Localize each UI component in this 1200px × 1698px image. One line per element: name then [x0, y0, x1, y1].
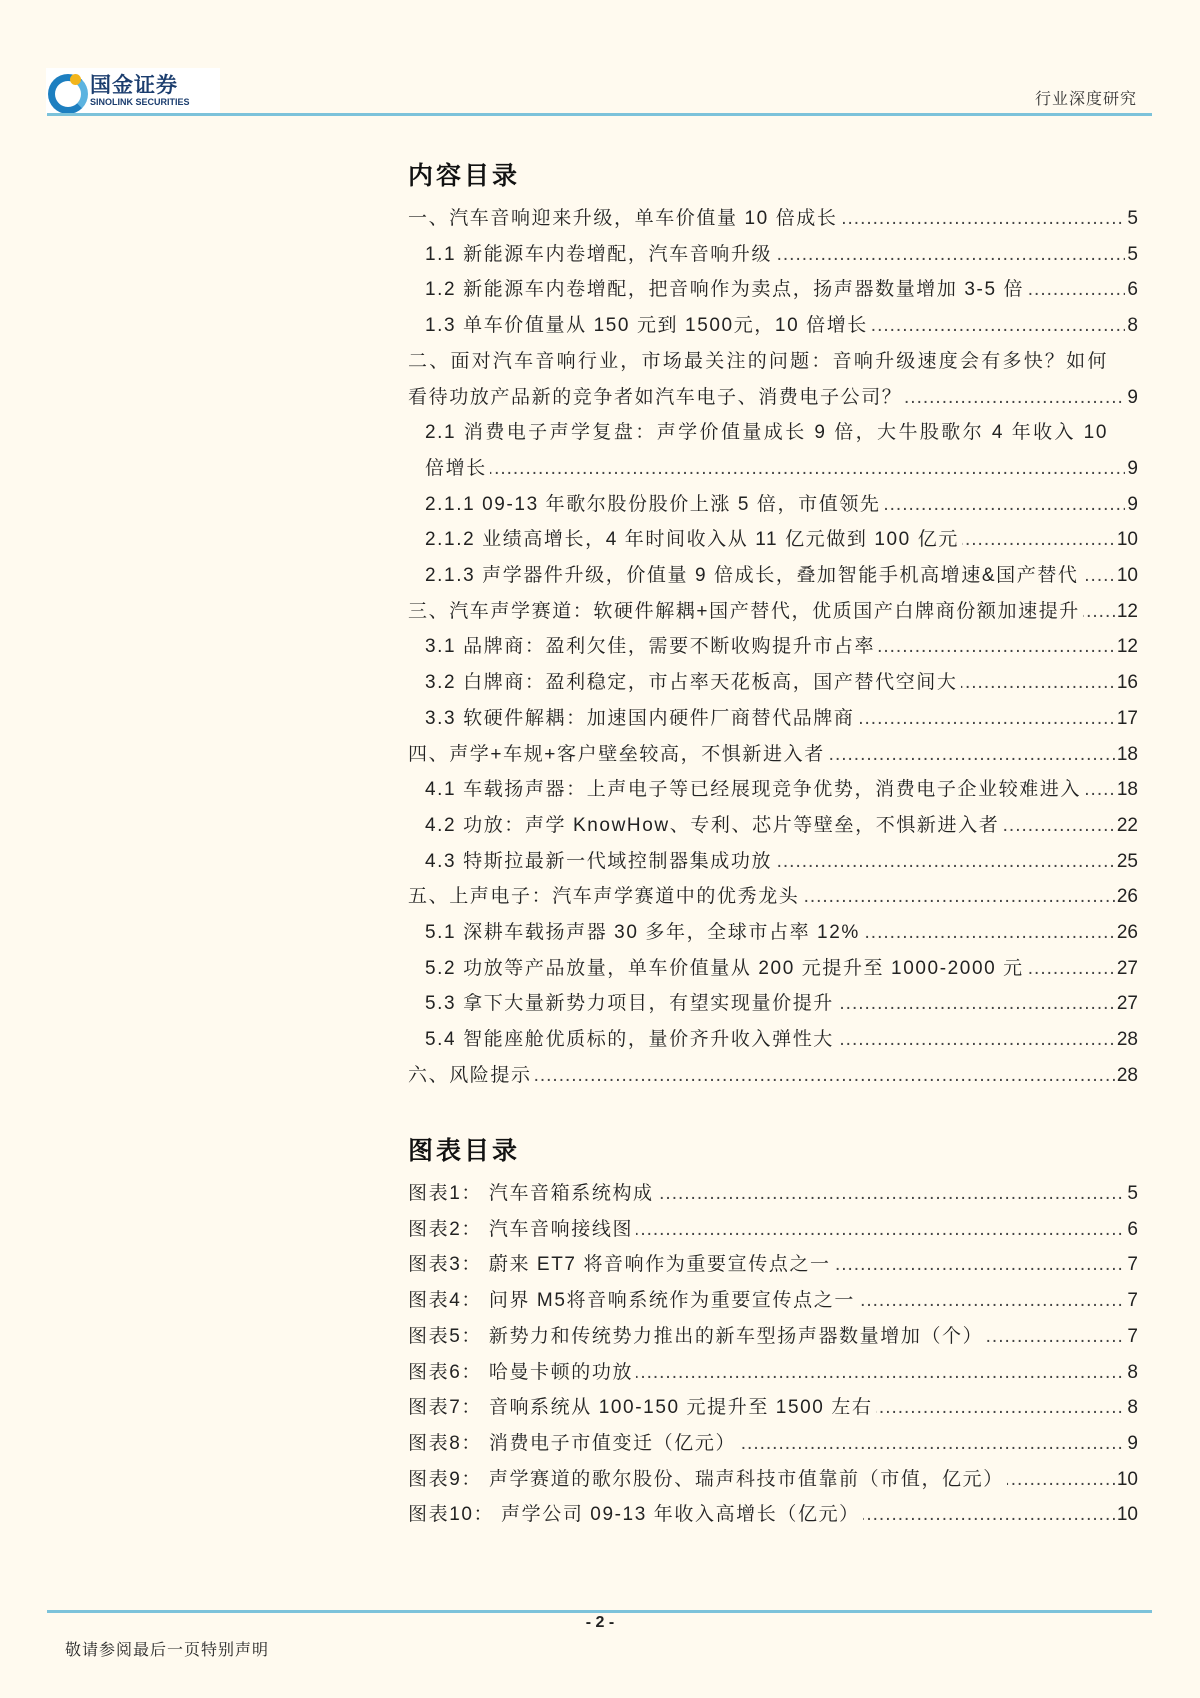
toc-entry[interactable]	[425, 915, 1138, 951]
toc-entry-page: 8	[1125, 308, 1138, 344]
toc-entry-title: 4.2 功放：声学 KnowHow、专利、芯片等壁垒，不惧新进入者	[425, 815, 1002, 836]
toc-entry-title: 2.1.2 业绩高增长，4 年时间收入从 11 亿元做到 100 亿元	[425, 529, 962, 550]
toc-entry-title: 4.3 特斯拉最新一代域控制器集成功放	[425, 851, 775, 872]
toc-entry-page: 6	[1125, 272, 1138, 308]
toc-title: 内容目录	[408, 162, 521, 190]
footer-divider	[47, 1610, 1152, 1613]
toc-entry-title: 2.1 消费电子声学复盘：声学价值量成长 9 倍，大牛股歌尔 4 年收入 10 倍增长	[425, 422, 1108, 479]
figure-entry-page: 5	[1125, 1176, 1138, 1212]
toc-entry-title: 3.2 白牌商：盈利稳定，市占率天花板高，国产替代空间大	[425, 672, 961, 693]
toc-entry-title: 一、汽车音响迎来升级，单车价值量 10 倍成长	[408, 208, 841, 229]
toc-entry[interactable]	[425, 701, 1138, 737]
figure-entry-page: 10	[1115, 1462, 1138, 1498]
figure-entry[interactable]	[408, 1390, 1138, 1426]
toc-entry-title: 3.1 品牌商：盈利欠佳，需要不断收购提升市占率	[425, 636, 878, 657]
toc-entry[interactable]	[408, 201, 1138, 237]
figure-entry-page: 7	[1125, 1247, 1138, 1283]
toc-entry[interactable]	[425, 808, 1138, 844]
figures-list	[408, 1176, 1138, 1533]
toc-entry-page: 12	[1115, 629, 1138, 665]
figure-entry[interactable]	[408, 1176, 1138, 1212]
toc-entry-title: 5.4 智能座舱优质标的，量价齐升收入弹性大	[425, 1029, 837, 1050]
figure-entry[interactable]	[408, 1497, 1138, 1533]
toc-list	[408, 201, 1138, 1094]
toc-entry-page: 28	[1115, 1022, 1138, 1058]
toc-entry[interactable]	[425, 629, 1138, 665]
toc-entry-page: 9	[1125, 380, 1138, 416]
figure-entry-page: 8	[1125, 1390, 1138, 1426]
figure-entry[interactable]	[408, 1355, 1138, 1391]
figure-entry[interactable]	[408, 1319, 1138, 1355]
toc-entry-page: 26	[1115, 915, 1138, 951]
figure-entry-title: 图表5： 新势力和传统势力推出的新车型扬声器数量增加（个）	[408, 1326, 986, 1347]
toc-entry-page: 28	[1115, 1058, 1138, 1094]
document-type: 行业深度研究	[1034, 89, 1137, 108]
toc-entry-title: 1.2 新能源车内卷增配，把音响作为卖点，扬声器数量增加 3-5 倍	[425, 279, 1027, 300]
figure-entry-title: 图表2： 汽车音响接线图	[408, 1219, 636, 1240]
figure-entry-title: 图表3： 蔚来 ET7 将音响作为重要宣传点之一	[408, 1254, 834, 1275]
toc-entry[interactable]	[425, 522, 1138, 558]
toc-entry-title: 四、声学+车规+客户壁垒较高，不惧新进入者	[408, 744, 828, 765]
figure-entry-title: 图表9： 声学赛道的歌尔股份、瑞声科技市值靠前（市值，亿元）	[408, 1469, 1007, 1490]
toc-entry-page: 25	[1115, 844, 1138, 880]
figure-entry-title: 图表1： 汽车音箱系统构成	[408, 1183, 657, 1204]
company-logo	[46, 68, 220, 114]
toc-entry-title: 1.1 新能源车内卷增配，汽车音响升级	[425, 244, 775, 265]
toc-entry-page: 9	[1125, 451, 1138, 487]
toc-entry[interactable]	[408, 1058, 1138, 1094]
toc-entry-title: 5.1 深耕车载扬声器 30 多年，全球市占率 12%	[425, 922, 863, 943]
toc-entry[interactable]	[425, 844, 1138, 880]
toc-entry-title: 5.3 拿下大量新势力项目，有望实现量价提升	[425, 993, 837, 1014]
header-divider	[47, 113, 1152, 116]
toc-entry-title: 2.1.3 声学器件升级，价值量 9 倍成长，叠加智能手机高增速&国产替代	[425, 565, 1082, 586]
toc-entry-title: 三、汽车声学赛道：软硬件解耦+国产替代，优质国产白牌商份额加速提升	[408, 601, 1083, 622]
toc-entry-page: 27	[1115, 986, 1138, 1022]
page-number: - 2 -	[585, 1614, 615, 1631]
toc-entry[interactable]	[425, 272, 1138, 308]
logo-name-cn: 国金证券	[90, 73, 178, 97]
toc-entry-title: 4.1 车载扬声器：上声电子等已经展现竞争优势，消费电子企业较难进入	[425, 779, 1084, 800]
toc-entry-title: 五、上声电子：汽车声学赛道中的优秀龙头	[408, 886, 802, 907]
figure-entry[interactable]	[408, 1283, 1138, 1319]
toc-entry-page: 16	[1115, 665, 1138, 701]
toc-entry-title: 六、风险提示	[408, 1065, 535, 1086]
logo-name-en: SINOLINK SECURITIES	[90, 96, 190, 107]
toc-entry-title: 二、面对汽车音响行业，市场最关注的问题：音响升级速度会有多快？如何看待功放产品新的竞争者如汽车电子、消费电子公司？	[408, 350, 1108, 408]
figure-entry-page: 6	[1125, 1212, 1138, 1248]
toc-entry-title: 5.2 功放等产品放量，单车价值量从 200 元提升至 1000-2000 元	[425, 958, 1027, 979]
figure-entry-page: 8	[1125, 1355, 1138, 1391]
toc-entry-page: 17	[1115, 701, 1138, 737]
toc-entry[interactable]	[408, 737, 1138, 773]
toc-entry-title: 2.1.1 09-13 年歌尔股份股价上涨 5 倍，市值领先	[425, 494, 884, 515]
toc-entry-page: 27	[1115, 951, 1138, 987]
figure-entry-page: 7	[1125, 1319, 1138, 1355]
figure-entry-title: 图表6： 哈曼卡顿的功放	[408, 1362, 636, 1383]
toc-entry[interactable]	[425, 558, 1138, 594]
figure-entry-page: 7	[1125, 1283, 1138, 1319]
toc-entry[interactable]	[425, 237, 1138, 273]
toc-entry[interactable]	[408, 594, 1138, 630]
toc-entry[interactable]	[408, 879, 1138, 915]
figure-entry-page: 9	[1125, 1426, 1138, 1462]
toc-entry[interactable]	[425, 415, 1138, 486]
figure-entry[interactable]	[408, 1247, 1138, 1283]
toc-entry-title: 1.3 单车价值量从 150 元到 1500元，10 倍增长	[425, 315, 871, 336]
toc-entry-page: 18	[1115, 737, 1138, 773]
figure-entry[interactable]	[408, 1462, 1138, 1498]
toc-entry-page: 26	[1115, 879, 1138, 915]
toc-entry[interactable]	[425, 986, 1138, 1022]
toc-entry[interactable]	[425, 1022, 1138, 1058]
toc-entry-page: 5	[1125, 237, 1138, 273]
toc-entry[interactable]	[425, 951, 1138, 987]
toc-entry-page: 22	[1115, 808, 1138, 844]
toc-entry-page: 5	[1125, 201, 1138, 237]
disclaimer: 敬请参阅最后一页特别声明	[65, 1640, 270, 1659]
toc-entry-page: 10	[1115, 558, 1138, 594]
figures-title: 图表目录	[408, 1137, 521, 1165]
logo-icon	[48, 72, 86, 110]
toc-entry[interactable]	[408, 344, 1138, 415]
figure-entry[interactable]	[408, 1212, 1138, 1248]
toc-entry[interactable]	[425, 772, 1138, 808]
figure-entry-title: 图表10： 声学公司 09-13 年收入高增长（亿元）	[408, 1504, 863, 1525]
toc-entry-page: 10	[1115, 522, 1138, 558]
figure-entry-title: 图表4： 问界 M5将音响系统作为重要宣传点之一	[408, 1290, 858, 1311]
toc-entry[interactable]	[425, 487, 1138, 523]
figure-entry-title: 图表8： 消费电子市值变迁（亿元）	[408, 1433, 739, 1454]
toc-entry-page: 18	[1115, 772, 1138, 808]
figure-entry[interactable]	[408, 1426, 1138, 1462]
toc-entry-title: 3.3 软硬件解耦：加速国内硬件厂商替代品牌商	[425, 708, 858, 729]
toc-entry-page: 9	[1125, 487, 1138, 523]
toc-entry[interactable]	[425, 665, 1138, 701]
figure-entry-title: 图表7： 音响系统从 100-150 元提升至 1500 左右	[408, 1397, 876, 1418]
toc-entry-page: 12	[1115, 594, 1138, 630]
toc-entry[interactable]	[425, 308, 1138, 344]
figure-entry-page: 10	[1115, 1497, 1138, 1533]
